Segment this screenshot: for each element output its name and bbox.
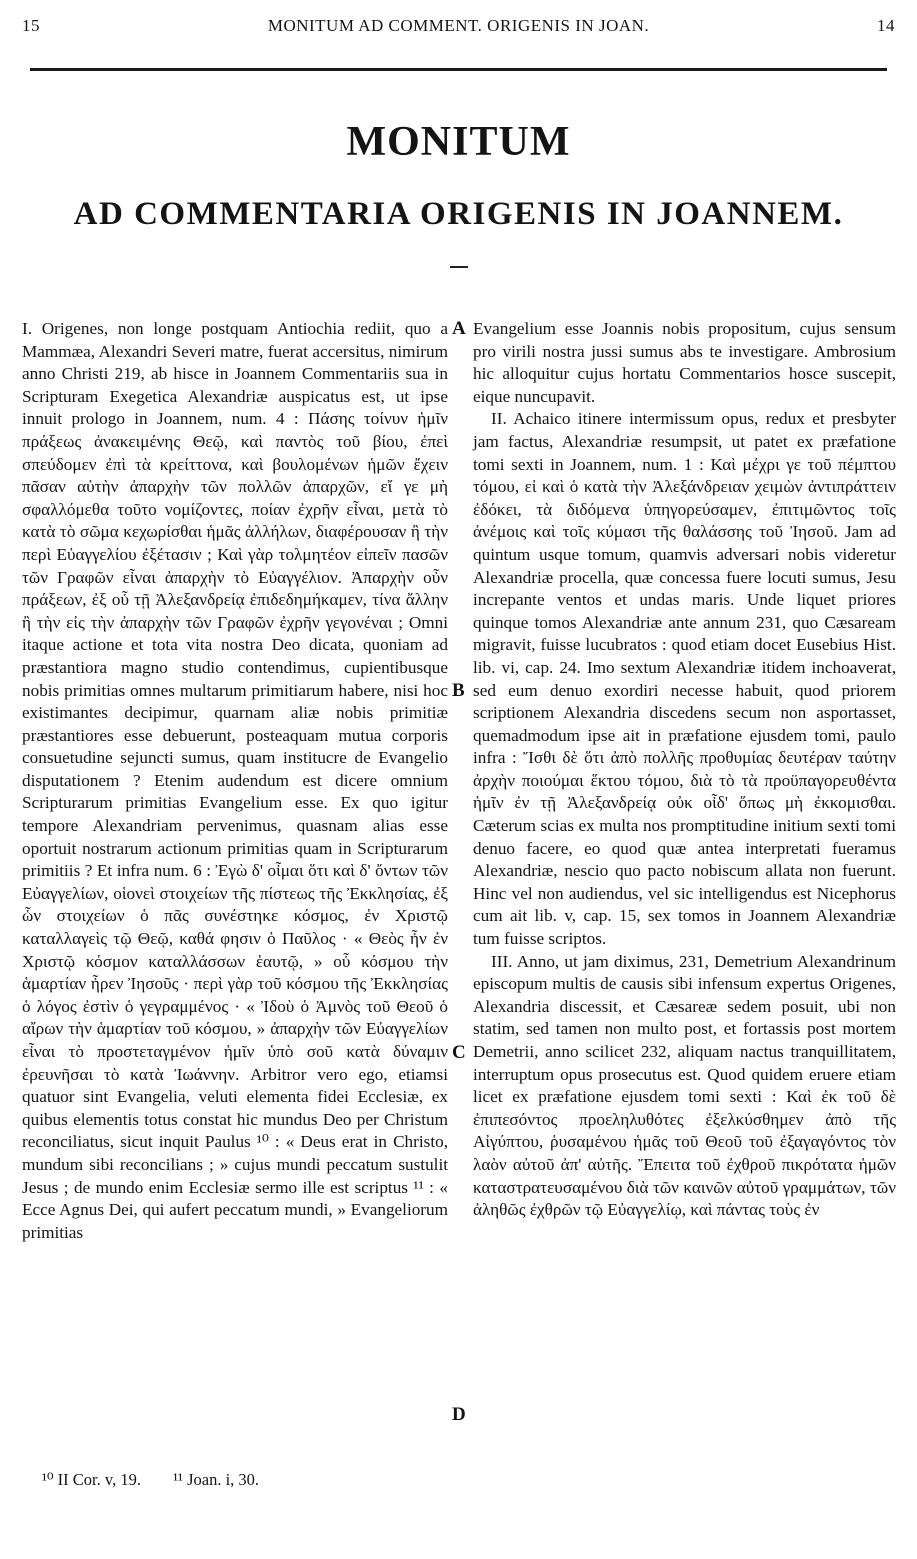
footnotes	[42, 1470, 259, 1490]
margin-letter-b: B	[452, 680, 465, 701]
title-divider	[450, 266, 468, 268]
paragraph-3: III. Anno, ut jam diximus, 231, Demetrium Alexandrinum episcopum multis de causis sibi infensum expertus Origenes, Alexandria discessit, et Cæsareæ sedem posuit, ubi non statim, sed tamen non multo post, et fortassis post mortem Demetrii, anno scilicet 232, aliquam nactus tranquillitatem, interruptum opus prosecutus est. Quod quidem eruere etiam licet ex præfatione ejusdem tomi sexti : Καὶ ἐκ τοῦ δὲ ἐπιπεσόντος προεληλυθότες ἐξελκύσθημεν ἀπὸ τῆς Αἰγύπτου, ῥυσαμένου ἡμᾶς τοῦ Θεοῦ τοῦ ἐξαγαγόντος τὸν λαὸν αὐτοῦ ἀπ' αὐτῆς. Ἔπειτα τοῦ ἐχθροῦ πικρότατα ἡμῶν καταστρατευσαμένου διὰ τῶν καινῶν αὐτοῦ γραμμάτων, τῶν ἀληθῶς ἐχθρῶν τῷ Εὐαγγελίῳ, καὶ πάντας τοὺς ἐν	[473, 951, 896, 1220]
page-number-left: 15	[22, 16, 40, 35]
margin-letter-c: C	[452, 1042, 466, 1063]
header-rule	[30, 68, 887, 71]
page-subtitle: AD COMMENTARIA ORIGENIS IN JOANNEM.	[73, 196, 844, 232]
margin-letter-a: A	[452, 318, 466, 339]
footnote-10: ¹⁰ II Cor. v, 19.	[42, 1470, 141, 1489]
margin-letter-d: D	[452, 1404, 466, 1425]
paragraph-1: I. Origenes, non longe postquam Antiochia rediit, quo a Mammæa, Alexandri Severi matre, fuerat accersitus, nimirum anno Christi 219, ab hisce in Joannem Commentariis sua in Scripturam Exegetica Alexandriæ auspicatus est, ut ipse innuit prologo in Joannem, num. 4 : Πάσης τοίνυν ἡμῖν πράξεως ἀνακειμένης Θεῷ, καὶ παντὸς τοῦ βίου, ἐπεὶ σπεύδομεν ἐπὶ τὰ κρείττονα, καὶ βουλομένων ἡμῶν ἔχειν πᾶσαν αὐτὴν ἀπαρχὴν τῶν πολλῶν ἀπαρχῶν, εἴ γε μὴ σφαλλόμεθα τοῦτο νομίζοντες, ποίαν ἐχρῆν εἶναι, μετὰ τὸ κατὰ τὸ σῶμα κεχωρίσθαι ἡμᾶς ἀλλήλων, διαφέρουσαν ἢ τὴν περὶ Εὐαγγελίου ἐξέτασιν ; Καὶ γὰρ τολμητέον εἰπεῖν πασῶν τῶν Γραφῶν εἶναι ἀπαρχὴν τὸ Εὐαγγέλιον. Ἀπαρχὴν οὖν πράξεων, ἐξ οὗ τῇ Ἀλεξανδρείᾳ ἐπιδεδημήκαμεν, τίνα ἄλλην ἢ τὴν εἰς τὴν ἀπαρχὴν τῶν Γραφῶν ἐχρῆν γεγονέναι ; Omni itaque actione et tota vita nostra Deo dicata, quoniam ad præstantiora magno studio contendimus, cupientibusque nobis primitias omnes multarum primitiarum habere, nisi hoc existimantes decipimur, quarnam aliæ nobis primitiæ præstantiores esse debuerunt, posteaquam mutua corporis consuetudine sejuncti sumus, quam institucre de Evangelio disputationem ? Etenim audendum est dicere omnium Scripturarum primitias Evangelium esse. Ex quo igitur tempore Alexandriam pervenimus, quasnam alias esse oportuit nostrarum actionum primitias quam in Scripturarum primitiis ? Et infra num. 6 : Ἐγὼ δ' οἶμαι ὅτι καὶ δ' ὄντων τῶν Εὐαγγελίων, οἱονεὶ στοιχείων τῆς πίστεως τῆς Ἐκκλησίας, ἐξ ὧν στοιχείων ὁ πᾶς συνέστηκε κόσμος, ἐν Χριστῷ καταλλαγεὶς τῷ Θεῷ, καθά φησιν ὁ Παῦλος · « Θεὸς ἦν ἐν Χριστῷ κόσμον καταλλάσσων ἑαυτῷ, » οὗ κόσμου τὴν ἁμαρτίαν ἦρεν Ἰησοῦς · περὶ γὰρ τοῦ κόσμου τῆς Ἐκκλησίας ὁ λόγος ἐστὶν ὁ γεγραμμένος · « Ἰδοὺ ὁ Ἀμνὸς τοῦ Θεοῦ ὁ αἴρων τὴν ἁμαρτίαν τοῦ κόσμου, » ἀπαρχὴν τῶν Εὐαγγελίων εἶναι τὸ προστεταγμένον ἡμῖν ὑπὸ σοῦ κατὰ δύναμιν ἐρευνῆσαι τὸ κατὰ Ἰωάννην. Arbitror vero ego, etiamsi quatuor sint Evangelia, veluti elementa fidei Ecclesiæ, ex quibus elementis totus constat hic mundus Deo per Christum reconciliatus, sicut inquit Paulus ¹⁰ : « Deus erat in Christo, mundum sibi reconcilians ; » cujus mundi peccatum sustulit Jesus ; de mundo enim Ecclesiæ sermo ille est scriptus ¹¹ : « Ecce Agnus Dei, qui aufert peccatum mundi, » Evangeliorum primitias	[22, 319, 448, 1242]
running-title: MONITUM AD COMMENT. ORIGENIS IN JOAN.	[267, 16, 650, 35]
page-number-right: 14	[877, 16, 895, 35]
paragraph-2: II. Achaico itinere intermissum opus, redux et presbyter jam factus, Alexandriæ resumpsit, ut patet ex præfatione tomi sexti in Joannem, num. 1 : Καὶ μέχρι γε τοῦ πέμπτου τόμου, εἰ καὶ ὁ κατὰ τὴν Ἀλεξάνδρειαν χειμὼν ἀντιπράττειν ἐδόκει, τὰ διδόμενα ὑπηγορεύσαμεν, ἐπιτιμῶντος τοῖς ἀνέμοις καὶ τοῖς κύμασι τῆς θαλάσσης τοῦ Ἰησοῦ. Jam ad quintum usque tomum, quamvis adversari nobis videretur Alexandriæ procella, quæ concessa fuere locuti sumus, Jesu increpante ventos et undas maris. Unde liquet priores quinque tomos Alexandriæ ante annum 231, quo Cæsaream migravit, fuisse lucubratos : quod etiam docet Eusebius Hist. lib. vi, cap. 24. Imo sextum Alexandriæ itidem inchoaverat, sed eum denuo exordiri necesse habuit, quod priorem scriptionem Alexandria discedens secum non asportasset, quemadmodum ipse ait in præfatione ejusdem tomi, paulo infra : Ἴσθι δὲ ὅτι ἀπὸ πολλῆς προθυμίας δευτέραν ταύτην ἀρχὴν ποιούμαι ἕκτου τόμου, διὰ τὸ τὰ προϋπαγορευθέντα ἡμῖν ἐν τῇ Ἀλεξανδρείᾳ οὐκ οἶδ' ὅπως μὴ ἐκκομισθαι. Cæterum scias ex multa nos promptitudine initium sexti tomi denuo facere, eo quod quæ antea interpretati fueramus Alexandriæ, nescio quo pacto nobiscum allata non fuerunt. Hinc vel non audiendus, vel sic intelligendus est Nicephorus cum ait lib. v, cap. 15, sex tomos in Joannem Alexandriæ tum fuisse scriptos.	[473, 409, 896, 949]
footnote-11: ¹¹ Joan. i, 30.	[173, 1470, 260, 1489]
paragraph-1-continued: Evangelium esse Joannis nobis propositum, cujus sensum pro virili nostra jussi sumus abs te investigare. Ambrosium hic alloquitur cujus hortatu Commentarios hosce suscepit, eique nuncupavit.	[473, 319, 896, 406]
page-title: MONITUM	[346, 119, 571, 165]
left-column	[22, 318, 448, 1244]
running-header	[22, 16, 895, 40]
right-column	[473, 318, 896, 1222]
